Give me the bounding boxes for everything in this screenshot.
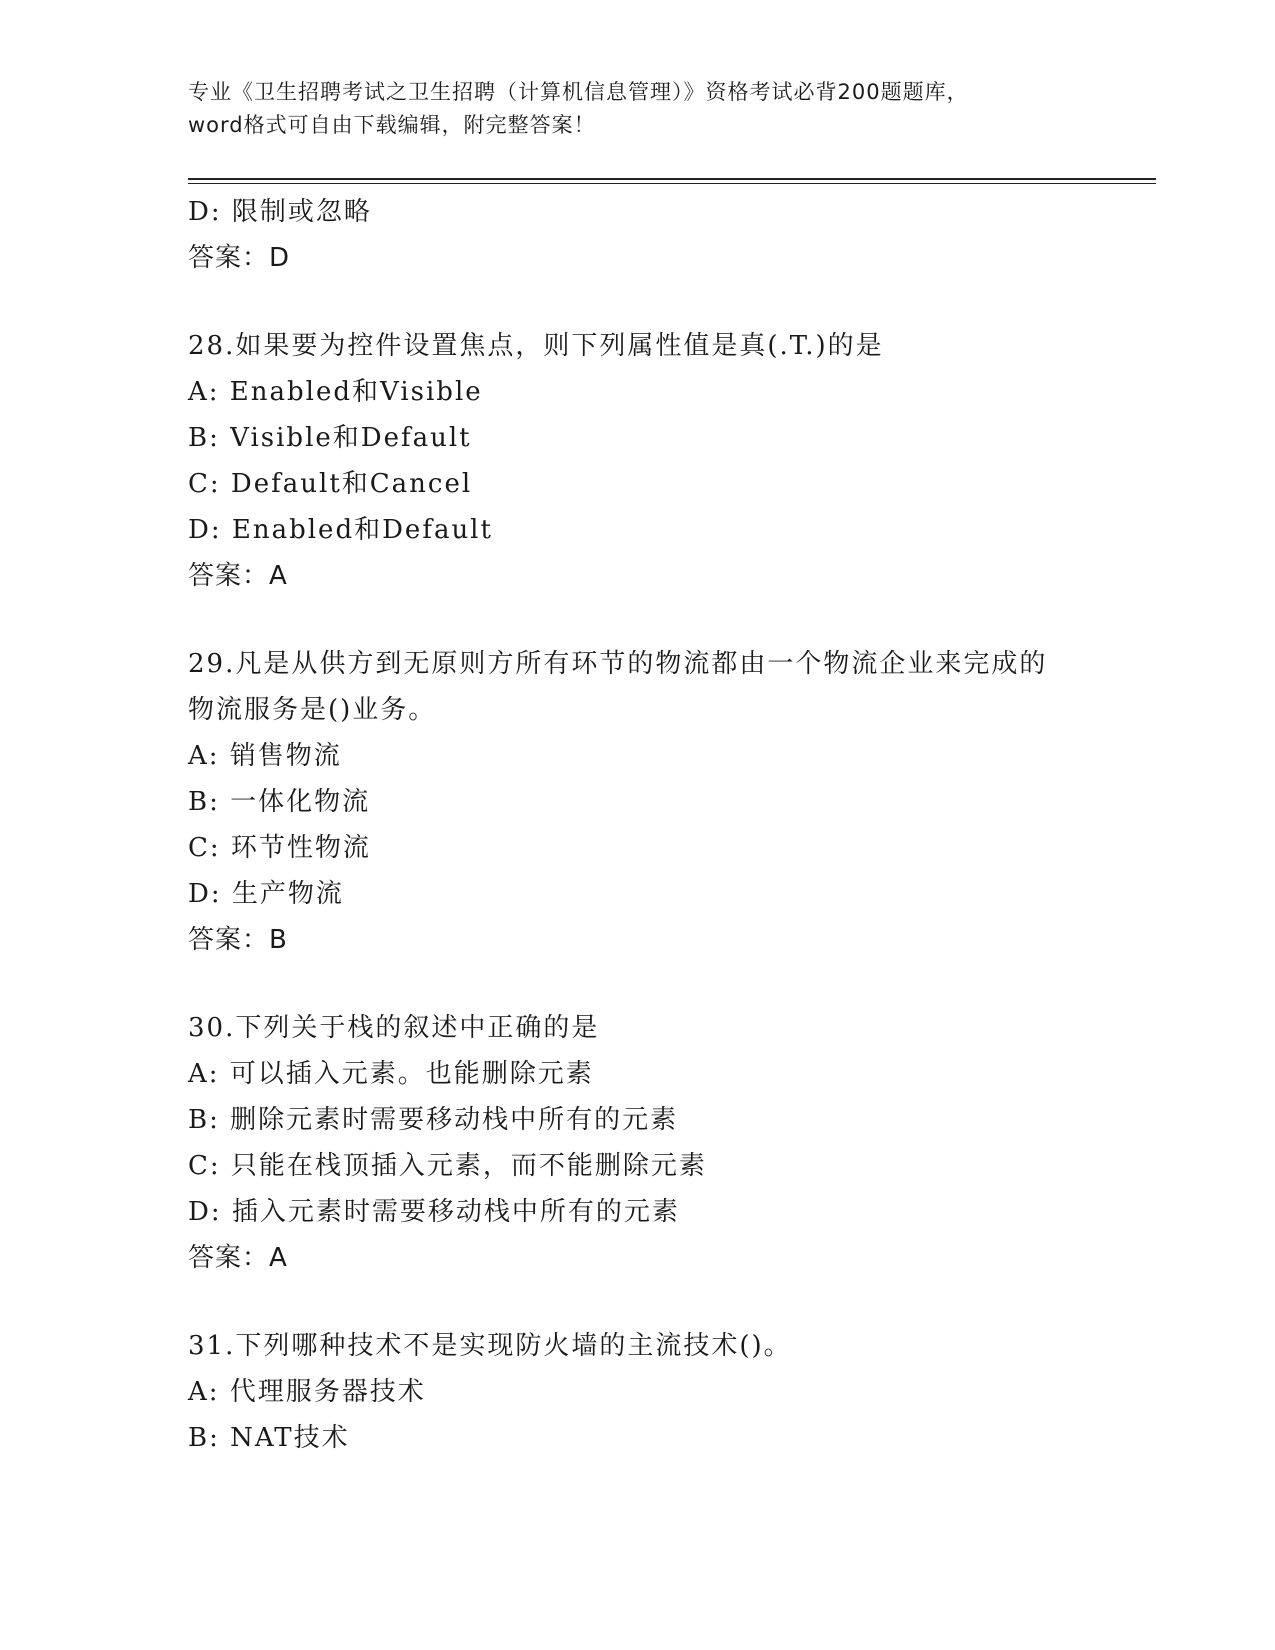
option-d: D: 插入元素时需要移动栈中所有的元素 [188, 1197, 680, 1227]
question-30: 30.下列关于栈的叙述中正确的是 [188, 1013, 600, 1043]
answer: 答案：B [188, 925, 288, 955]
answer: 答案：D [188, 243, 291, 273]
question-31: 31.下列哪种技术不是实现防火墙的主流技术()。 [188, 1331, 792, 1361]
option-c: C: 只能在栈顶插入元素，而不能删除元素 [188, 1151, 707, 1181]
option-a: A: 代理服务器技术 [188, 1377, 426, 1407]
question-29-line-2: 物流服务是()业务。 [188, 695, 437, 725]
option-b: B: 一体化物流 [188, 787, 371, 817]
page-header [188, 76, 1108, 142]
header-line-2: word格式可自由下载编辑，附完整答案！ [188, 113, 596, 137]
header-divider [188, 178, 1156, 184]
option-a: A: Enabled和Visible [188, 377, 483, 407]
option-d: D: 限制或忽略 [188, 197, 372, 227]
answer: 答案：A [188, 561, 288, 591]
option-d: D: 生产物流 [188, 879, 344, 909]
answer: 答案：A [188, 1243, 288, 1273]
option-b: B: NAT技术 [188, 1423, 350, 1453]
option-c: C: 环节性物流 [188, 833, 371, 863]
question-29-line-1: 29.凡是从供方到无原则方所有环节的物流都由一个物流企业来完成的 [188, 649, 1048, 679]
header-line-1: 专业《卫生招聘考试之卫生招聘（计算机信息管理）》资格考试必背200题题库， [188, 80, 969, 104]
option-b: B: Visible和Default [188, 423, 472, 453]
question-28: 28.如果要为控件设置焦点，则下列属性值是真(.T.)的是 [188, 331, 884, 361]
option-c: C: Default和Cancel [188, 469, 473, 499]
option-b: B: 删除元素时需要移动栈中所有的元素 [188, 1105, 679, 1135]
option-d: D: Enabled和Default [188, 515, 493, 545]
question-list [188, 189, 1158, 1461]
option-a: A: 销售物流 [188, 741, 342, 771]
option-a: A: 可以插入元素。也能删除元素 [188, 1059, 594, 1089]
